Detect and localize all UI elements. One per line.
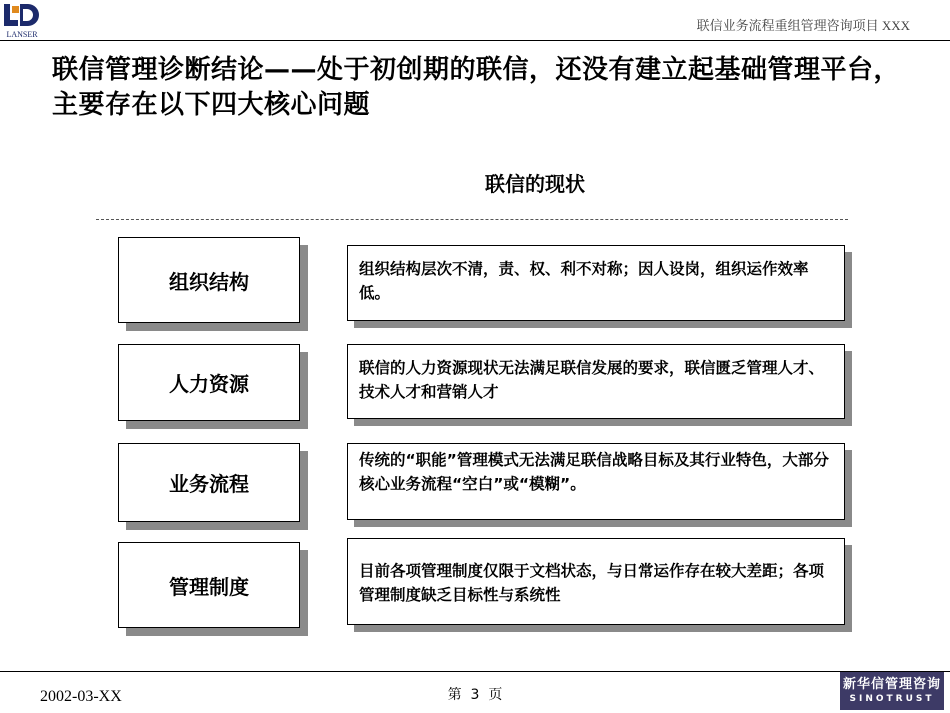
dashed-divider	[96, 219, 848, 220]
category-box-org-structure: 组织结构	[118, 237, 300, 323]
lanser-logo-icon	[2, 2, 42, 32]
category-box-human-resources: 人力资源	[118, 344, 300, 421]
brand-name-en: SINOTRUST	[849, 694, 935, 704]
footer-divider	[0, 671, 950, 672]
page-number: 第 3 页	[447, 687, 503, 703]
description-box-management-system: 目前各项管理制度仅限于文档状态，与日常运作存在较大差距；各项管理制度缺乏目标性与系统性	[347, 538, 845, 625]
company-logo	[2, 2, 42, 40]
footer-date: 2002-03-XX	[40, 688, 122, 705]
sinotrust-logo	[840, 672, 944, 710]
section-title: 联信的现状	[485, 172, 585, 196]
description-box-business-process: 传统的“职能”管理模式无法满足联信战略目标及其行业特色，大部分核心业务流程“空白”或“模糊”。	[347, 443, 845, 520]
brand-name-cn: 新华信管理咨询	[842, 677, 941, 692]
description-box-org-structure: 组织结构层次不清，责、权、利不对称；因人设岗，组织运作效率低。	[347, 245, 845, 321]
header-divider	[0, 40, 950, 41]
category-box-business-process: 业务流程	[118, 443, 300, 522]
category-box-management-system: 管理制度	[118, 542, 300, 628]
slide-title: 联信管理诊断结论——处于初创期的联信，还没有建立起基础管理平台，主要存在以下四大核心问题	[52, 55, 901, 120]
project-name: 联信业务流程重组管理咨询项目 XXX	[696, 18, 910, 33]
description-box-human-resources: 联信的人力资源现状无法满足联信发展的要求，联信匮乏管理人才、技术人才和营销人才	[347, 344, 845, 419]
logo-text: LANSER	[6, 30, 38, 39]
